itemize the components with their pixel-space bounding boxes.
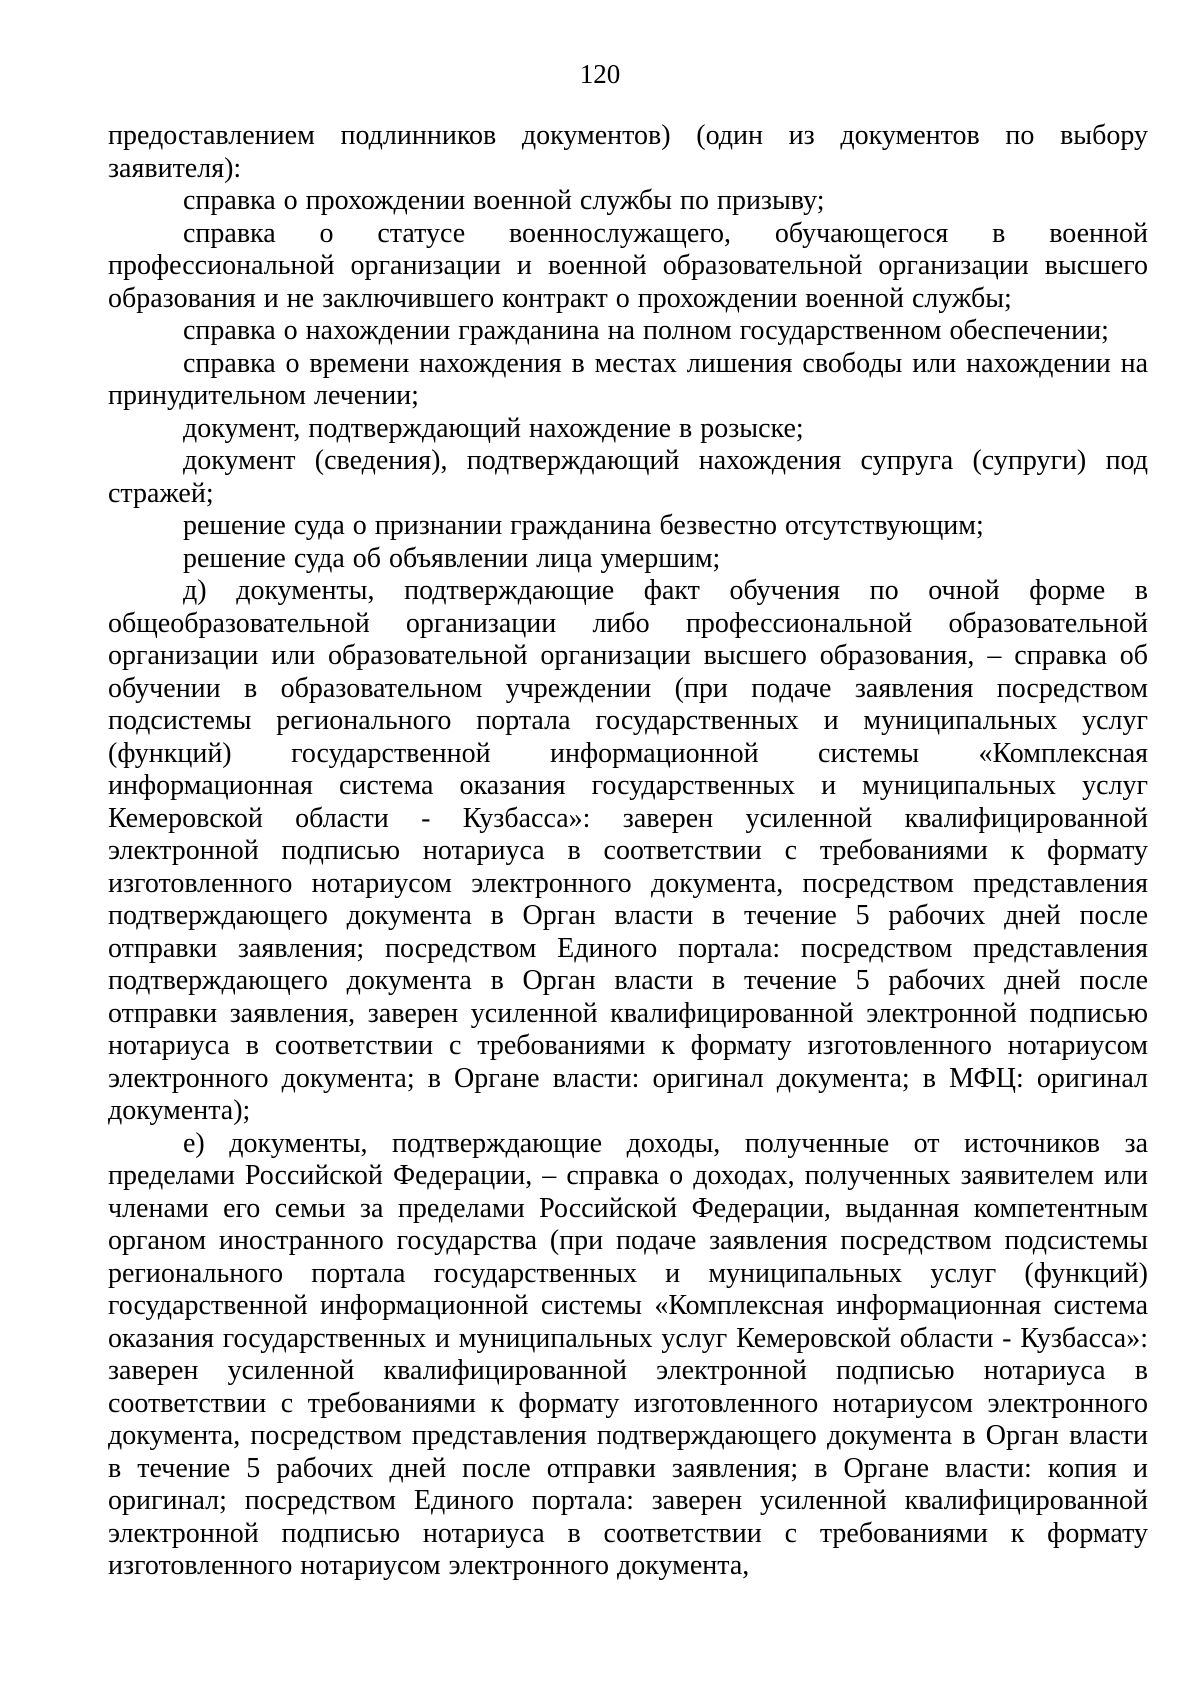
page-number: 120 <box>579 59 621 89</box>
document-body <box>0 120 1200 1583</box>
paragraph: решение суда об объявлении лица умершим; <box>183 542 721 574</box>
paragraph: д) документы, подтверждающие факт обучения по очной форме в общеобразовательной организации либо профессиональной образовательной организации или образовательной организации высшего образования, – справка об обучении в образовательном учреждении (при подаче заявления посредством подсистемы регионального портала государственных и муниципальных услуг (функций) государственной информационной системы «Комплексная информационная система оказания государственных и муниципальных услуг Кемеровской области - Кузбасса»: заверен усиленной квалифицированной электронной подписью нотариуса в соответствии с требованиями к формату изготовленного нотариусом электронного документа, посредством представления подтверждающего документа в Орган власти в течение 5 рабочих дней после отправки заявления; посредством Единого портала: посредством представления подтверждающего документа в Орган власти в течение 5 рабочих дней после отправки заявления, заверен усиленной квалифицированной электронной подписью нотариуса в соответствии с требованиями к формату изготовленного нотариусом электронного документа; в Органе власти: оригинал документа; в МФЦ: оригинал документа); <box>108 575 1148 1126</box>
paragraph: справка о времени нахождения в местах лишения свободы или нахождении на принудительном лечении; <box>108 347 1148 411</box>
paragraph: справка о нахождении гражданина на полном государственном обеспечении; <box>183 315 1109 346</box>
paragraph: документ, подтверждающий нахождение в розыске; <box>183 412 804 444</box>
paragraph: справка о прохождении военной службы по призыву; <box>183 185 825 216</box>
paragraph: предоставлением подлинников документов) (один из документов по выбору заявителя): <box>108 120 1148 184</box>
paragraph: решение суда о признании гражданина безвестно отсутствующим; <box>183 510 984 541</box>
paragraph: справка о статусе военнослужащего, обучающегося в военной профессиональной организации и военной образовательной организации высшего образования и не заключившего контракт о прохождении военной службы; <box>108 217 1148 314</box>
paragraph: е) документы, подтверждающие доходы, полученные от источников за пределами Российской Федерации, – справка о доходах, полученных заявителем или членами его семьи за пределами Российской Федерации, выданная компетентным органом иностранного государства (при подаче заявления посредством подсистемы регионального портала государственных и муниципальных услуг (функций) государственной информационной системы «Комплексная информационная система оказания государственных и муниципальных услуг Кемеровской области - Кузбасса»: заверен усиленной квалифицированной электронной подписью нотариуса в соответствии с требованиями к формату изготовленного нотариусом электронного документа, посредством представления подтверждающего документа в Орган власти в течение 5 рабочих дней после отправки заявления; в Органе власти: копия и оригинал; посредством Единого портала: заверен усиленной квалифицированной электронной подписью нотариуса в соответствии с требованиями к формату изготовленного нотариусом электронного документа, <box>108 1127 1148 1581</box>
paragraph: документ (сведения), подтверждающий нахождения супруга (супруги) под стражей; <box>108 445 1148 509</box>
